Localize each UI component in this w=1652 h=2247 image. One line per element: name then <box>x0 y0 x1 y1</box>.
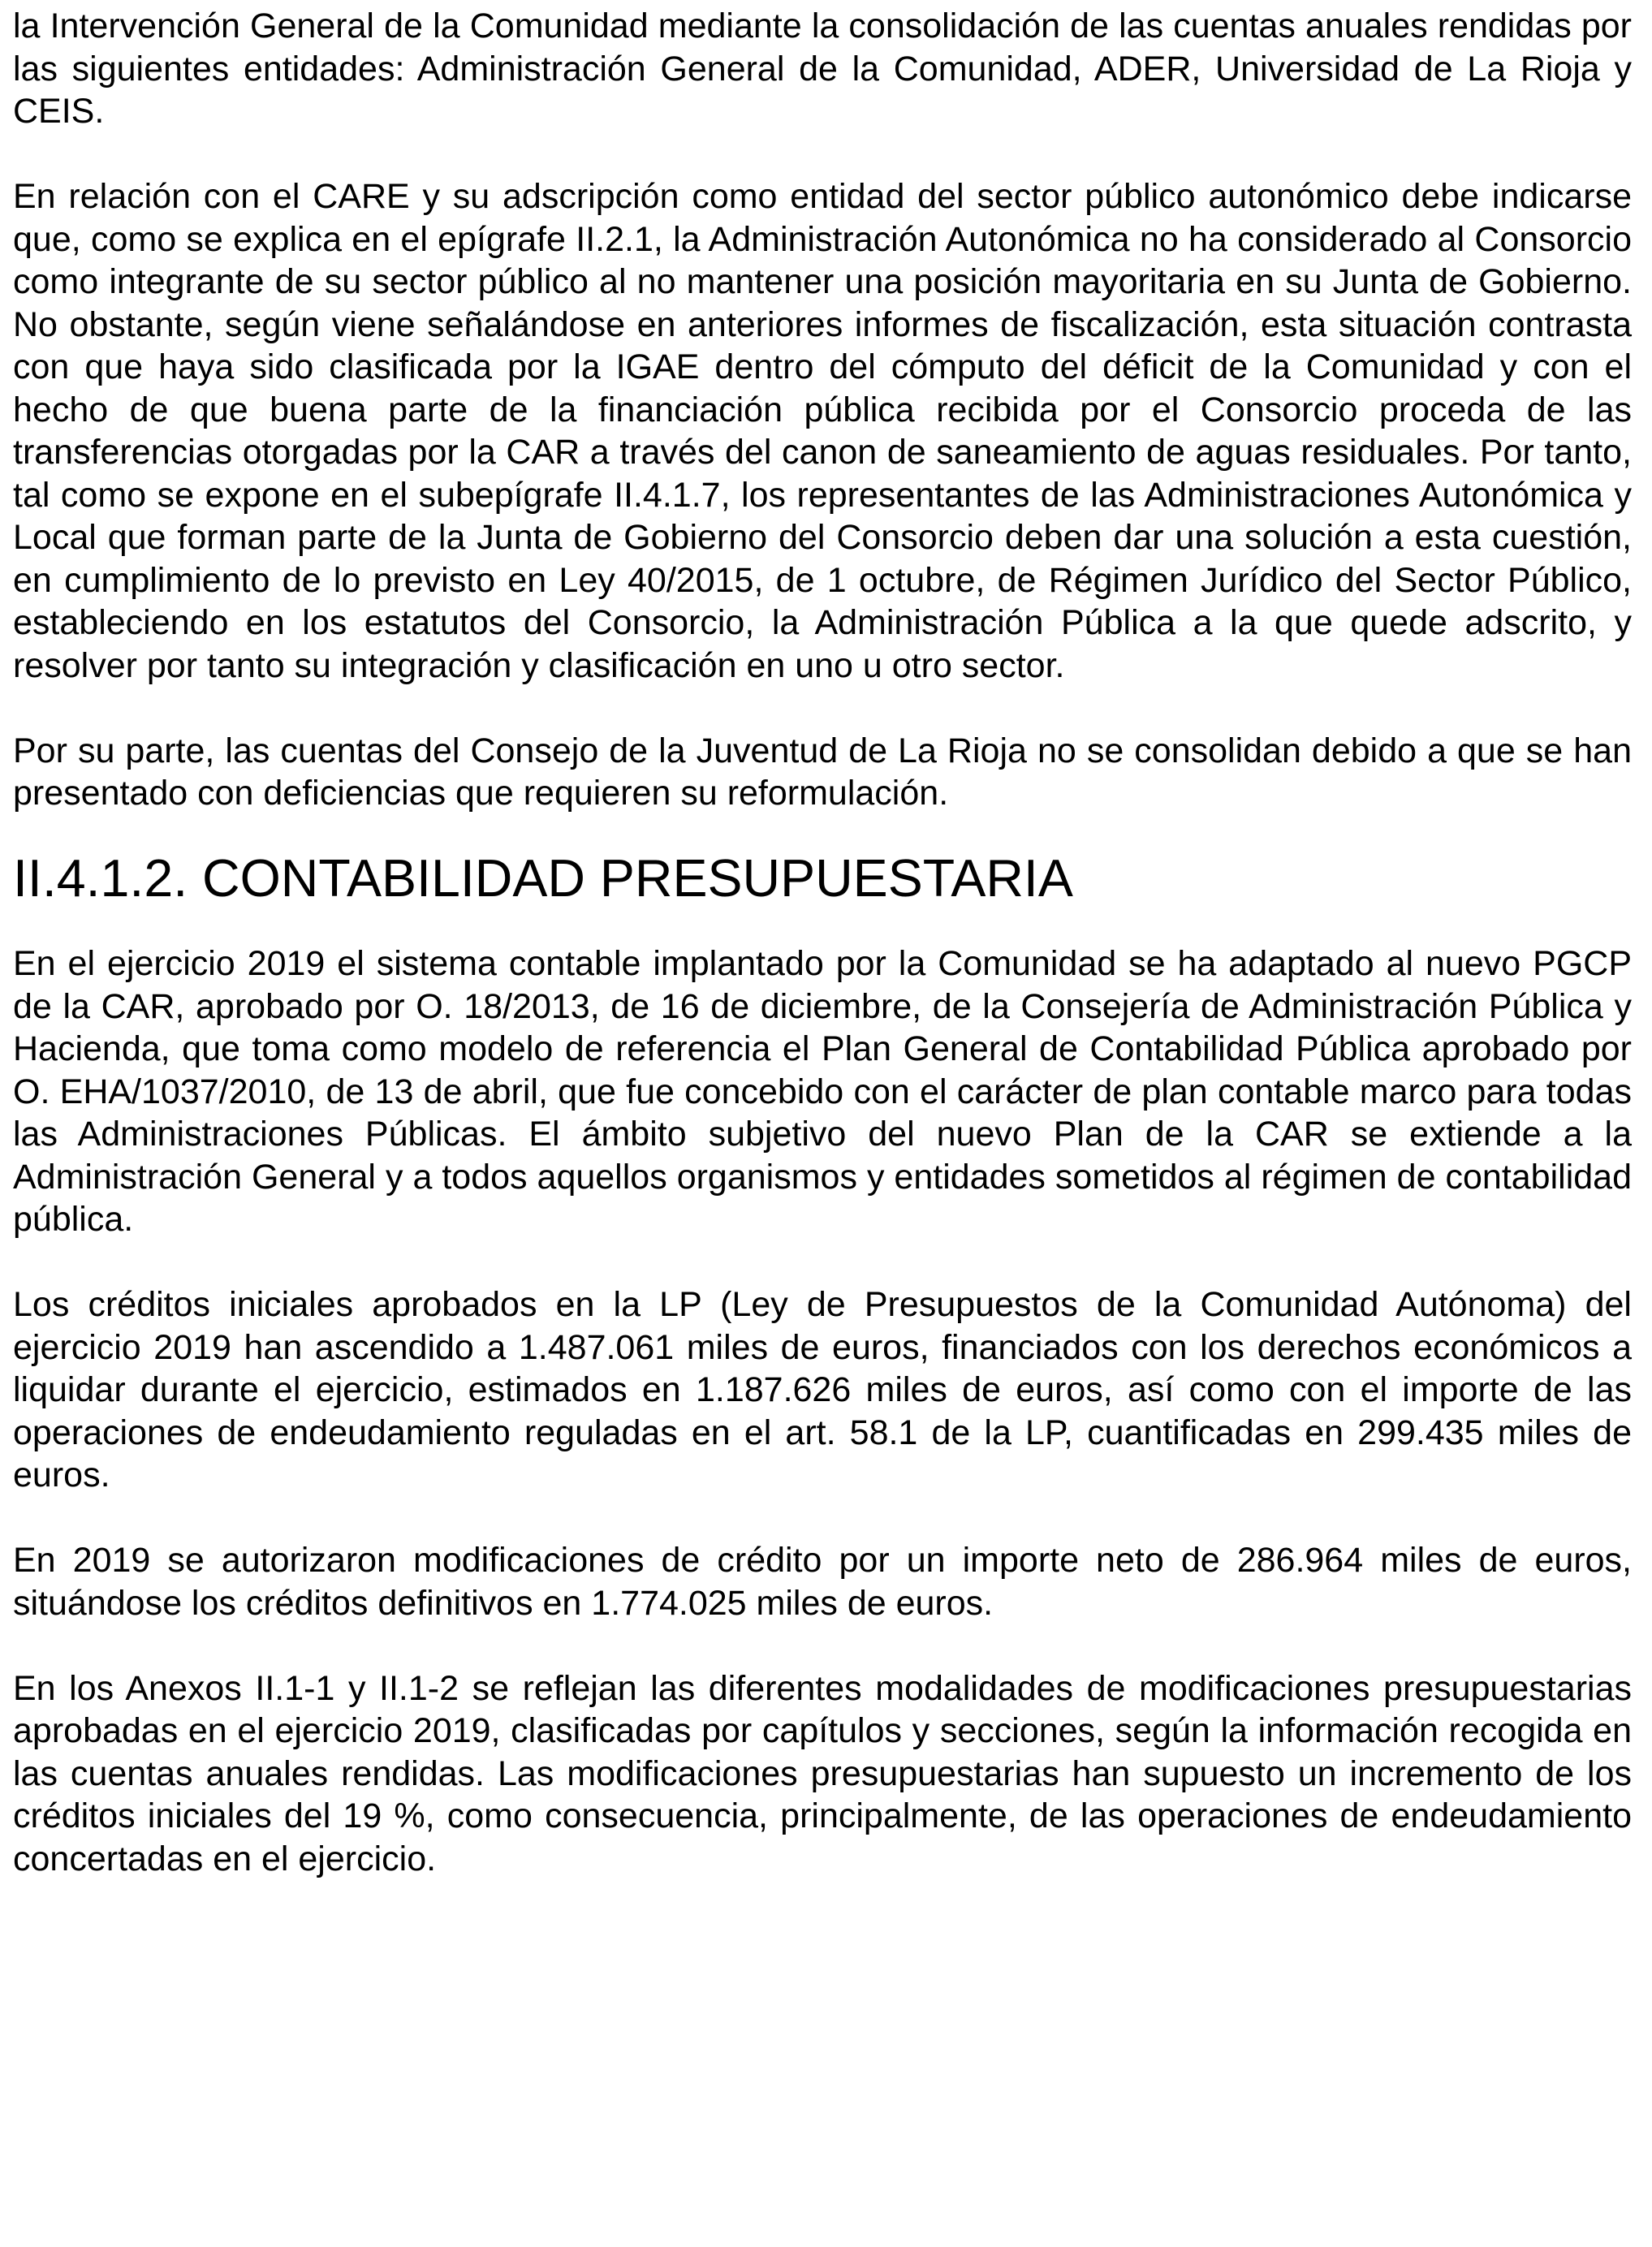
paragraph-initial-credits: Los créditos iniciales aprobados en la LP (Ley de Presupuestos de la Comunidad Autónoma) del ejercicio 2019 han ascendido a 1.487.061 miles de euros, financiados con los derechos económicos a liquidar durante el ejercicio, estimados en 1.187.626 miles de euros, así como con el importe de las operaciones de endeudamiento reguladas en el art. 58.1 de la LP, cuantificadas en 299.435 miles de euros. <box>13 1285 1632 1494</box>
paragraph-youth-council: Por su parte, las cuentas del Consejo de la Juventud de La Rioja no se consolidan debido a que se han presentado con deficiencias que requieren su reformulación. <box>13 731 1632 813</box>
section-heading: II.4.1.2. CONTABILIDAD PRESUPUESTARIA <box>13 849 1073 908</box>
document-page <box>13 5 1632 1923</box>
paragraph-annexes: En los Anexos II.1-1 y II.1-2 se reflejan las diferentes modalidades de modificaciones presupuestarias aprobadas en el ejercicio 2019, clasificadas por capítulos y secciones, según la información recogida en las cuentas anuales rendidas. Las modificaciones presupuestarias han supuesto un incremento de los créditos iniciales del 19 %, como consecuencia, principalmente, de las operaciones de endeudamiento concertadas en el ejercicio. <box>13 1668 1632 1878</box>
paragraph-credit-modifications: En 2019 se autorizaron modificaciones de crédito por un importe neto de 286.964 miles de euros, situándose los créditos definitivos en 1.774.025 miles de euros. <box>13 1541 1632 1623</box>
paragraph-consolidation-entities: la Intervención General de la Comunidad mediante la consolidación de las cuentas anuales rendidas por las siguientes entidades: Administración General de la Comunidad, ADER, Universidad de La Rioja y CEIS. <box>13 6 1632 131</box>
paragraph-accounting-system: En el ejercicio 2019 el sistema contable implantado por la Comunidad se ha adaptado al nuevo PGCP de la CAR, aprobado por O. 18/2013, de 16 de diciembre, de la Consejería de Administración Pública y Hacienda, que toma como modelo de referencia el Plan General de Contabilidad Pública aprobado por O. EHA/1037/2010, de 13 de abril, que fue concebido con el carácter de plan contable marco para todas las Administraciones Públicas. El ámbito subjetivo del nuevo Plan de la CAR se extiende a la Administración General y a todos aquellos organismos y entidades sometidos al régimen de contabilidad pública. <box>13 944 1632 1239</box>
paragraph-care-adscription: En relación con el CARE y su adscripción como entidad del sector público autonómico debe indicarse que, como se explica en el epígrafe II.2.1, la Administración Autonómica no ha considerado al Consorcio como integrante de su sector público al no mantener una posición mayoritaria en su Junta de Gobierno. No obstante, según viene señalándose en anteriores informes de fiscalización, esta situación contrasta con que haya sido clasificada por la IGAE dentro del cómputo del déficit de la Comunidad y con el hecho de que buena parte de la financiación pública recibida por el Consorcio proceda de las transferencias otorgadas por la CAR a través del canon de saneamiento de aguas residuales. Por tanto, tal como se expone en el subepígrafe II.4.1.7, los representantes de las Administraciones Autonómica y Local que forman parte de la Junta de Gobierno del Consorcio deben dar una solución a esta cuestión, en cumplimiento de lo previsto en Ley 40/2015, de 1 octubre, de Régimen Jurídico del Sector Público, estableciendo en los estatutos del Consorcio, la Administración Pública a la que quede adscrito, y resolver por tanto su integración y clasificación en uno u otro sector. <box>13 177 1632 685</box>
